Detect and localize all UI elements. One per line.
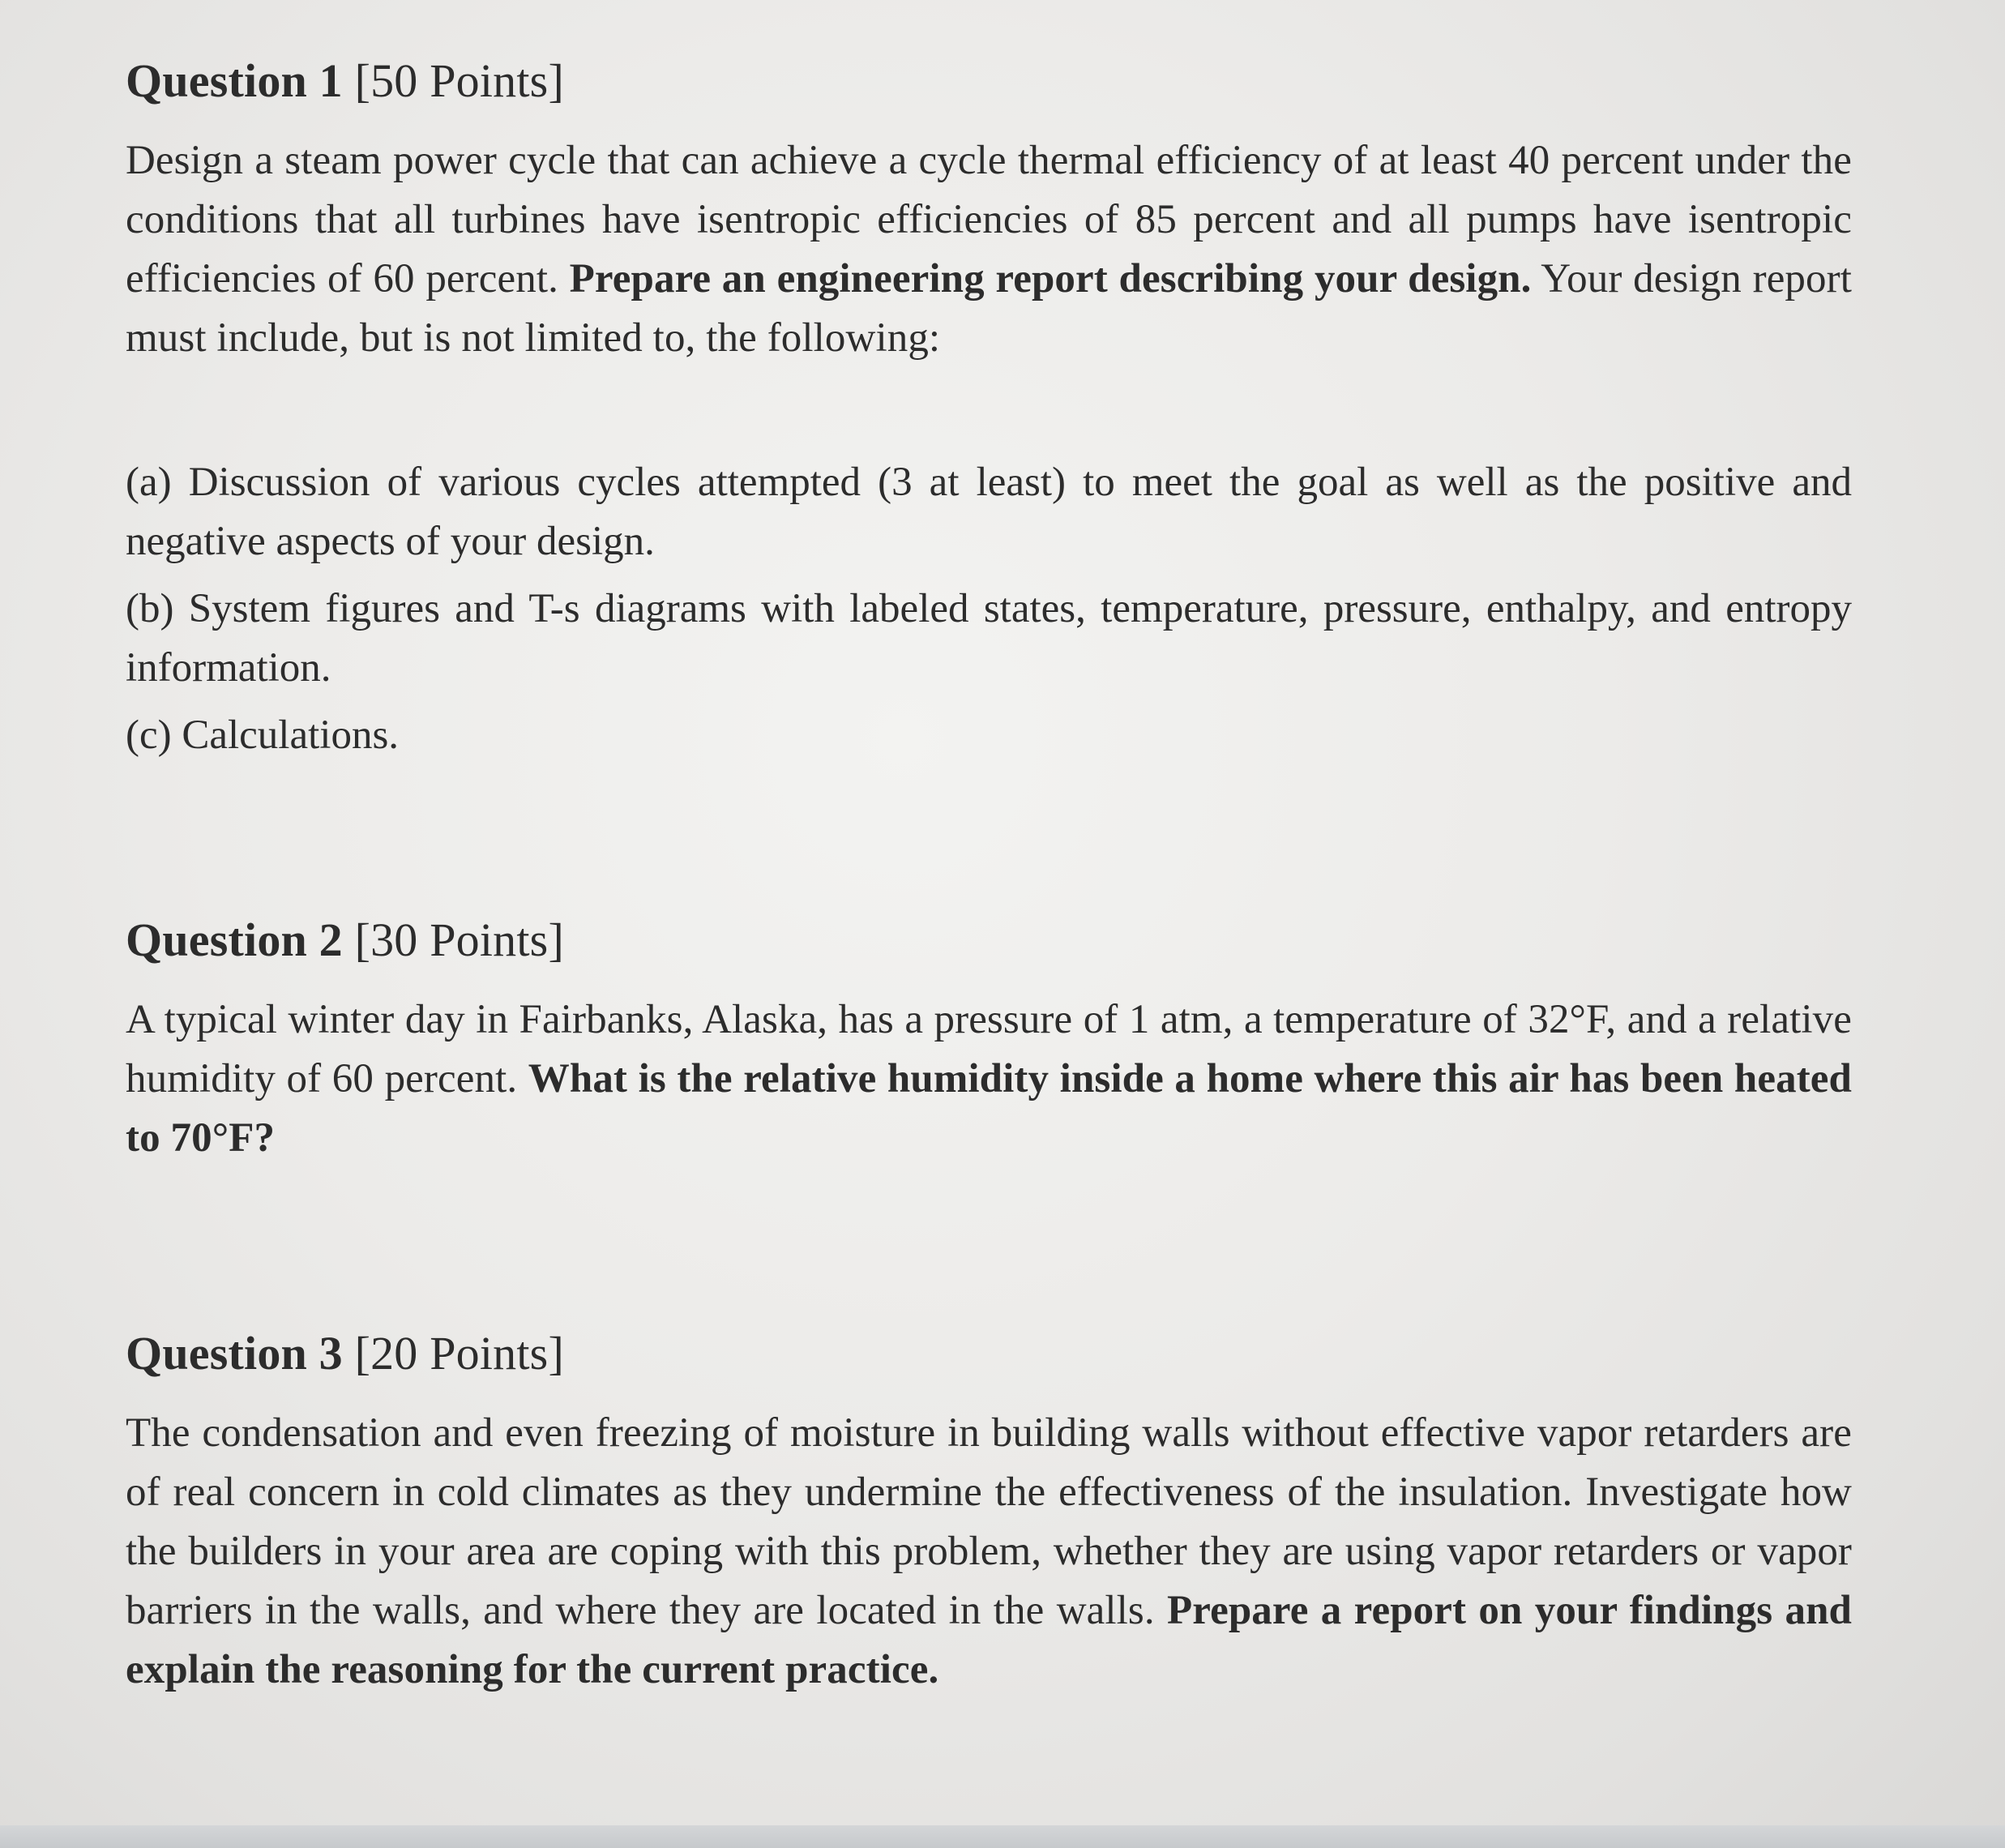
question-3-text-1: The condensation and even freezing of moisture in building walls without effective vapor retarders are of real concern in cold climates as they undermine the effectiveness of the insulation. Investigate how the builders in your area are coping with this problem, whether they are using vapor retarders or vapor barriers in the walls, and where they are located in the walls.: [126, 1410, 1852, 1633]
question-3-bold-instruction: Prepare a report on your findings and explain the reasoning for the current practice.: [126, 1588, 1852, 1692]
question-1-title: [126, 49, 1852, 113]
question-1-text-1: Design a steam power cycle that can achieve a cycle thermal efficiency of at least 40 percent under the conditions that all turbines have isentropic efficiencies of 85 percent and all pumps have isentropic efficiencies of 60 percent.: [126, 138, 1852, 302]
question-1: [126, 49, 1852, 773]
question-2-text-1: A typical winter day in Fairbanks, Alaska, has a pressure of 1 atm, a temperature of 32°F, and a relative humidity of 60 percent.: [126, 997, 1852, 1102]
question-1-name: Question 1: [126, 54, 343, 107]
question-3-title: [126, 1321, 1852, 1386]
question-2-points: [30 Points]: [354, 913, 564, 966]
question-3-points: [20 Points]: [354, 1327, 564, 1380]
question-1-text-2: Your design report must include, but is not limited to, the following:: [126, 256, 1852, 361]
screen-bottom-edge: [0, 1825, 2005, 1848]
question-2-bold-question: What is the relative humidity inside a home where this air has been heated to 70°F?: [126, 1056, 1852, 1161]
question-1-prompt: [126, 131, 1852, 368]
requirement-item-c: (c) Calculations.: [126, 712, 400, 758]
question-2-prompt: [126, 990, 1852, 1168]
question-3: [126, 1321, 1852, 1700]
question-3-prompt: [126, 1404, 1852, 1700]
question-2-name: Question 2: [126, 913, 343, 966]
question-3-name: Question 3: [126, 1327, 343, 1380]
requirement-item-a: (a) Discussion of various cycles attempted (3 at least) to meet the goal as well as the positive and negative aspects of your design.: [126, 460, 1852, 564]
requirement-item-b: (b) System figures and T-s diagrams with labeled states, temperature, pressure, enthalpy, and entropy information.: [126, 586, 1852, 691]
question-1-requirements: [126, 453, 1852, 765]
question-1-points: [50 Points]: [354, 54, 564, 107]
question-2: [126, 908, 1852, 1168]
question-1-bold-instruction: Prepare an engineering report describing your design.: [569, 256, 1532, 302]
question-2-title: [126, 908, 1852, 973]
